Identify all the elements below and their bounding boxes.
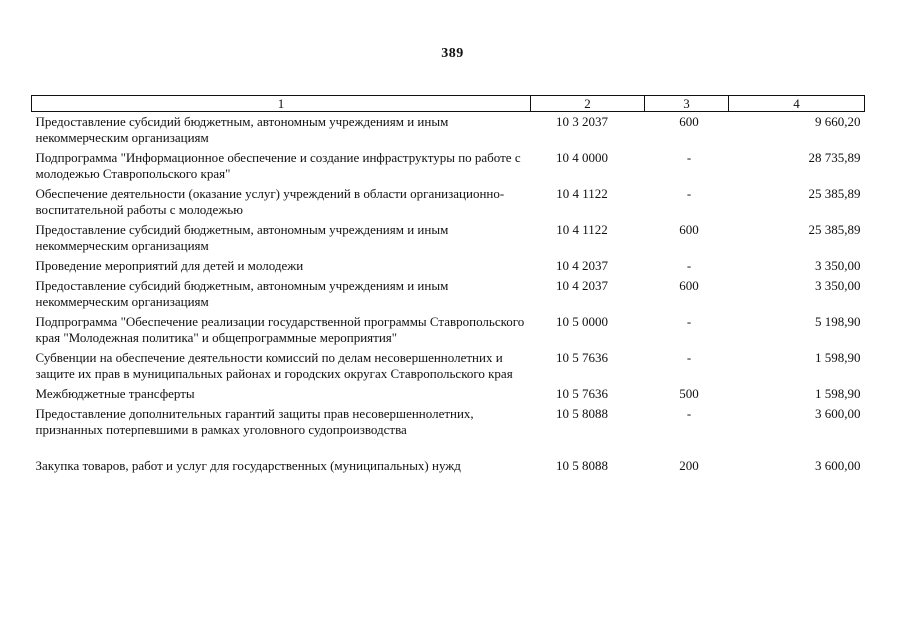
row-name: Межбюджетные трансферты bbox=[35, 386, 195, 401]
row-sum: 9 660,20 bbox=[815, 114, 861, 129]
row-sum: 5 198,90 bbox=[815, 314, 861, 329]
row-code: 10 4 2037 bbox=[556, 278, 608, 293]
row-name: Предоставление субсидий бюджетным, автономным учреждениям и иным некоммерческим организациям bbox=[35, 222, 449, 253]
row-name: Предоставление дополнительных гарантий защиты прав несовершеннолетних, признанных потерпевшими в рамках уголовного судопроизводства bbox=[35, 406, 474, 437]
row-name: Закупка товаров, работ и услуг для государственных (муниципальных) нужд bbox=[35, 458, 461, 473]
row-type: - bbox=[686, 150, 692, 165]
table-body bbox=[32, 112, 865, 477]
row-type: - bbox=[686, 350, 692, 365]
row-sum: 3 350,00 bbox=[815, 258, 861, 273]
row-code: 10 5 7636 bbox=[556, 386, 608, 401]
row-spacer bbox=[32, 440, 865, 456]
budget-table bbox=[31, 95, 865, 476]
row-sum: 25 385,89 bbox=[808, 186, 861, 201]
row-code: 10 3 2037 bbox=[556, 114, 608, 129]
table-row bbox=[32, 456, 865, 476]
row-name: Предоставление субсидий бюджетным, автономным учреждениям и иным некоммерческим организациям bbox=[35, 114, 449, 145]
row-code: 10 5 7636 bbox=[556, 350, 608, 365]
row-code: 10 5 0000 bbox=[556, 314, 608, 329]
row-type: - bbox=[686, 406, 692, 421]
header-col-2: 2 bbox=[531, 96, 645, 112]
row-type: 200 bbox=[679, 458, 699, 473]
table-row bbox=[32, 256, 865, 276]
row-sum: 1 598,90 bbox=[815, 386, 861, 401]
row-sum: 3 600,00 bbox=[815, 406, 861, 421]
header-col-4: 4 bbox=[729, 96, 865, 112]
row-sum: 28 735,89 bbox=[808, 150, 861, 165]
row-name: Подпрограмма "Обеспечение реализации государственной программы Ставропольского края "Молодежная политика" и общепрограммные мероприятия" bbox=[35, 314, 525, 345]
table-row bbox=[32, 276, 865, 312]
row-name: Обеспечение деятельности (оказание услуг) учреждений в области организационно-воспитательной работы с молодежью bbox=[35, 186, 505, 217]
header-col-3: 3 bbox=[645, 96, 729, 112]
row-type: - bbox=[686, 186, 692, 201]
table-header bbox=[32, 96, 865, 112]
table-row bbox=[32, 384, 865, 404]
table-row bbox=[32, 148, 865, 184]
row-name: Субвенции на обеспечение деятельности комиссий по делам несовершеннолетних и защите их прав в муниципальных районах и городских округах Ставропольского края bbox=[35, 350, 513, 381]
table-row bbox=[32, 184, 865, 220]
row-name: Проведение мероприятий для детей и молодежи bbox=[35, 258, 304, 273]
row-type: - bbox=[686, 258, 692, 273]
table-row bbox=[32, 348, 865, 384]
row-type: 600 bbox=[679, 222, 699, 237]
row-sum: 25 385,89 bbox=[808, 222, 861, 237]
row-sum: 1 598,90 bbox=[815, 350, 861, 365]
header-col-1: 1 bbox=[32, 96, 531, 112]
row-name: Подпрограмма "Информационное обеспечение и создание инфраструктуры по работе с молодежью Ставропольского края" bbox=[35, 150, 521, 181]
row-code: 10 5 8088 bbox=[556, 458, 608, 473]
row-code: 10 4 0000 bbox=[556, 150, 608, 165]
row-type: - bbox=[686, 314, 692, 329]
row-sum: 3 600,00 bbox=[815, 458, 861, 473]
table-row bbox=[32, 112, 865, 149]
row-type: 600 bbox=[679, 114, 699, 129]
page-number: 389 bbox=[441, 46, 464, 61]
table-row bbox=[32, 404, 865, 440]
row-code: 10 5 8088 bbox=[556, 406, 608, 421]
row-code: 10 4 1122 bbox=[556, 222, 608, 237]
table-row bbox=[32, 312, 865, 348]
row-code: 10 4 1122 bbox=[556, 186, 608, 201]
row-code: 10 4 2037 bbox=[556, 258, 608, 273]
row-name: Предоставление субсидий бюджетным, автономным учреждениям и иным некоммерческим организациям bbox=[35, 278, 449, 309]
row-sum: 3 350,00 bbox=[815, 278, 861, 293]
row-type: 500 bbox=[679, 386, 699, 401]
table-row bbox=[32, 220, 865, 256]
row-type: 600 bbox=[679, 278, 699, 293]
